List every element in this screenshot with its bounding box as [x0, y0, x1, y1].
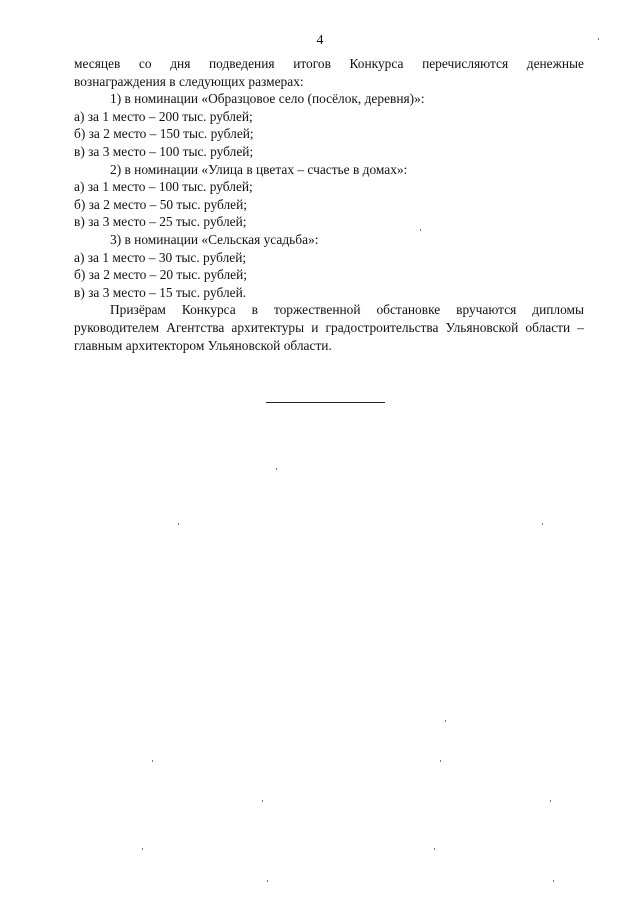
scan-speck [550, 800, 551, 802]
separator-line [266, 402, 385, 403]
nomination-heading: 1) в номинации «Образцовое село (посёлок, деревня)»: [110, 91, 425, 107]
scan-speck [440, 760, 441, 762]
closing-paragraph: Призёрам Конкурса в торжественной обстановке вручаются дипломы руководителем Агентства архитектуры и градостроительства Ульяновской области – главным архитектором Ульяновской области. [74, 302, 584, 353]
prize-item: а) за 1 место – 200 тыс. рублей; [74, 108, 253, 124]
nomination-heading: 2) в номинации «Улица в цветах – счастье в домах»: [110, 161, 408, 177]
scan-speck [262, 800, 263, 802]
intro-line-2: вознаграждения в следующих размерах: [74, 73, 304, 89]
scan-speck [152, 760, 153, 762]
intro-line-1: месяцев со дня подведения итогов Конкурса перечисляются денежные [74, 56, 584, 71]
prize-item: в) за 3 место – 15 тыс. рублей. [74, 284, 247, 300]
prize-item: в) за 3 место – 25 тыс. рублей; [74, 214, 247, 230]
prize-item: б) за 2 место – 20 тыс. рублей; [74, 267, 247, 283]
scan-speck [178, 523, 179, 525]
prize-item: б) за 2 место – 150 тыс. рублей; [74, 126, 254, 142]
scan-speck [267, 880, 268, 882]
prize-item: а) за 1 место – 30 тыс. рублей; [74, 249, 247, 265]
scan-speck [142, 848, 143, 850]
scan-speck [445, 720, 446, 722]
nomination-3 [74, 231, 584, 301]
prize-item: б) за 2 место – 50 тыс. рублей; [74, 196, 247, 212]
scan-speck [276, 468, 277, 470]
prize-item: а) за 1 место – 100 тыс. рублей; [74, 179, 253, 195]
scan-speck [598, 38, 599, 40]
scan-speck [542, 523, 543, 525]
nomination-1 [74, 90, 584, 160]
page-number: 4 [316, 33, 324, 48]
nomination-2 [74, 161, 584, 231]
scan-speck [434, 848, 435, 850]
scan-speck [553, 880, 554, 882]
prize-item: в) за 3 место – 100 тыс. рублей; [74, 143, 254, 159]
document-body [74, 55, 584, 354]
nomination-heading: 3) в номинации «Сельская усадьба»: [110, 231, 319, 247]
scan-speck [420, 229, 421, 231]
